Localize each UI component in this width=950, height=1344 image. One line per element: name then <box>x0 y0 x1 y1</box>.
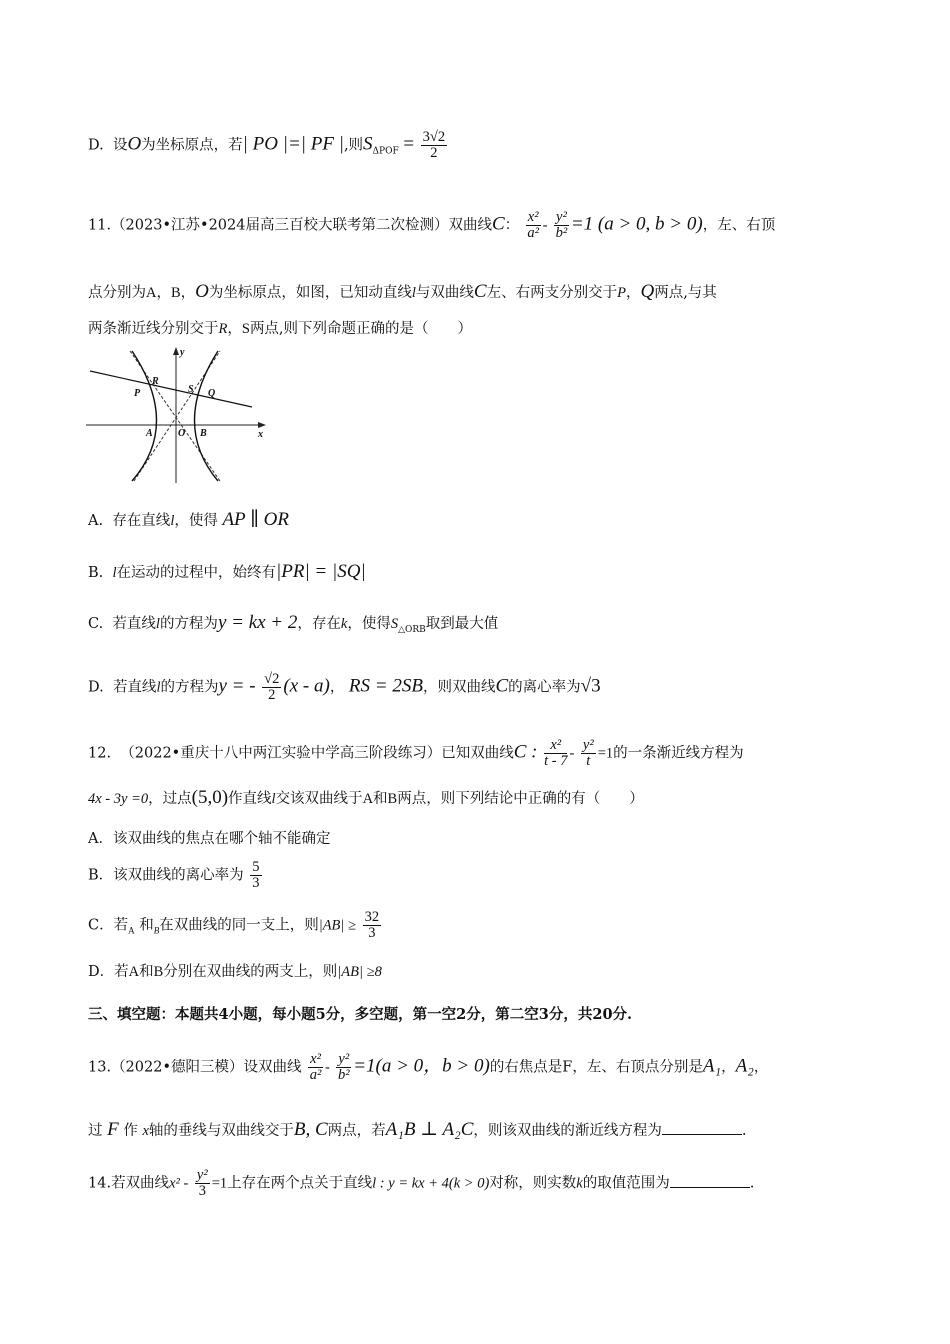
q12-line-1: 12. （2022•重庆十八中两江实验中学高三阶段练习）已知双曲线C : $\frac{\text{x²}}{t - 7}$ - $\frac{\text{y²}}{t}$ =1的一条渐近线方程为 <box>88 737 744 770</box>
fraction: $\frac{3√2}{2}$ <box>422 129 446 162</box>
question-number: 11. <box>88 217 112 234</box>
option-label: D. <box>88 137 104 154</box>
q11-line-2: 点分别为A，B，O为坐标原点，如图，已知动直线l与双曲线C左、右两支分别交于P，Q两点,与其 <box>88 281 717 302</box>
label-q: Q <box>208 388 216 399</box>
question-source: （2023•江苏•2024届高三百校大联考第二次检测） <box>111 217 449 234</box>
fraction: $\frac{5}{3}$ <box>252 859 260 892</box>
q11-option-c: C. 若直线l的方程为y = kx + 2，存在k，使得$S_{\triangle ORB}$取到最大值 <box>88 612 499 635</box>
label-p: P <box>134 388 141 399</box>
question-source: （2022•重庆十八中两江实验中学高三阶段练习） <box>120 745 442 762</box>
question-number: 12. <box>88 745 112 762</box>
q11-option-d: D. 若直线l的方程为y = - $\frac{√2}{2}$ (x - a)， RS = 2SB，则双曲线C的离心率为√3 <box>88 671 601 704</box>
answer-blank[interactable] <box>670 1187 750 1188</box>
question-source: （2022•德阳三模） <box>111 1059 244 1076</box>
q12-option-b: B．该双曲线的离心率为 $\frac{5}{3}$ <box>88 859 260 892</box>
label-x: x <box>258 429 263 440</box>
q11-option-b: B. l在运动的过程中，始终有|PR| = |SQ| <box>88 561 366 582</box>
q12-line-2: 4x - 3y =0，过点(5,0)作直线l交该双曲线于A和B两点，则下列结论中正确的有（ ） <box>88 787 644 808</box>
fraction: $\frac{32}{3}$ <box>364 909 380 942</box>
x-axis-arrow <box>258 422 266 428</box>
q10-option-d: D. 设O为坐标原点，若| PO |=| PF |,则$S_{\Delta POF}$ = $\frac{3√2}{2}$ <box>88 129 446 162</box>
answer-blank[interactable] <box>662 1134 742 1135</box>
q11-line-3: 两条渐近线分别交于R，S两点,则下列命题正确的是（ ） <box>88 321 473 337</box>
label-s: S <box>188 384 194 395</box>
q11-line-1: 11.（2023•江苏•2024届高三百校大联考第二次检测）双曲线C： $\frac{\text{x²}}{\text{a²}}$ - $\frac{\text{y²}}{\text{b²}}$ =1 (a > 0, b > 0)，左、右顶 <box>88 209 776 242</box>
hyperbola-figure <box>86 345 271 485</box>
moving-line-l <box>90 371 252 407</box>
q13-line-2: 过 F 作 x轴的垂线与双曲线交于B, C两点，若A₁B ⊥ A₂C，则该双曲线的渐近线方程为 . <box>88 1119 747 1140</box>
fraction-y: $\frac{\text{y²}}{\text{b²}}$ <box>555 209 568 242</box>
fraction: $\frac{√2}{2}$ <box>264 671 280 704</box>
q12-option-d: D．若A和B分别在双曲线的两支上，则|AB| ≥8 <box>88 964 382 980</box>
q12-option-c: C．若$_A$ 和$_B$在双曲线的同一支上，则|AB| ≥ $\frac{32}{3}$ <box>88 909 380 942</box>
label-b: B <box>200 428 207 439</box>
label-y: y <box>180 347 185 358</box>
q13-line-1: 13.（2022•德阳三模）设双曲线 $\frac{\text{x²}}{\text{a²}}$ - $\frac{\text{y²}}{\text{b²}}$ =1(a > 0，b > 0)的右焦点是F，左、右顶点分别是A₁，A₂， <box>88 1051 769 1084</box>
fraction-x: $\frac{\text{x²}}{\text{a²}}$ <box>527 209 539 242</box>
right-branch <box>195 351 219 481</box>
label-r: R <box>152 376 159 387</box>
fraction-y: $\frac{\text{y²}}{\text{b²}}$ <box>337 1051 350 1084</box>
fraction-x: $\frac{\text{x²}}{\text{a²}}$ <box>309 1051 322 1084</box>
question-number: 13. <box>88 1059 112 1076</box>
left-branch <box>132 351 157 481</box>
q14-line-1: 14.若双曲线x² - $\frac{\text{y²}}{3}$ =1上存在两个点关于直线l : y = kx + 4(k > 0)对称，则实数k的取值范围为 . <box>88 1167 755 1200</box>
fraction-x: $\frac{\text{x²}}{t - 7}$ <box>544 737 568 770</box>
label-a: A <box>146 428 153 439</box>
y-axis-arrow <box>173 347 179 355</box>
label-o: O <box>178 428 186 439</box>
section-heading: 三、填空题：本题共4小题，每小题5分，多空题，第一空2分，第二空3分，共20分. <box>88 1006 633 1023</box>
fraction-y: $\frac{\text{y²}}{t}$ <box>582 737 594 770</box>
q11-option-a: A. 存在直线l，使得 AP ∥ OR <box>88 509 289 530</box>
q12-option-a: A．该双曲线的焦点在哪个轴不能确定 <box>88 831 331 847</box>
question-number: 14. <box>88 1175 112 1192</box>
fraction-y: $\frac{\text{y²}}{3}$ <box>196 1167 208 1200</box>
